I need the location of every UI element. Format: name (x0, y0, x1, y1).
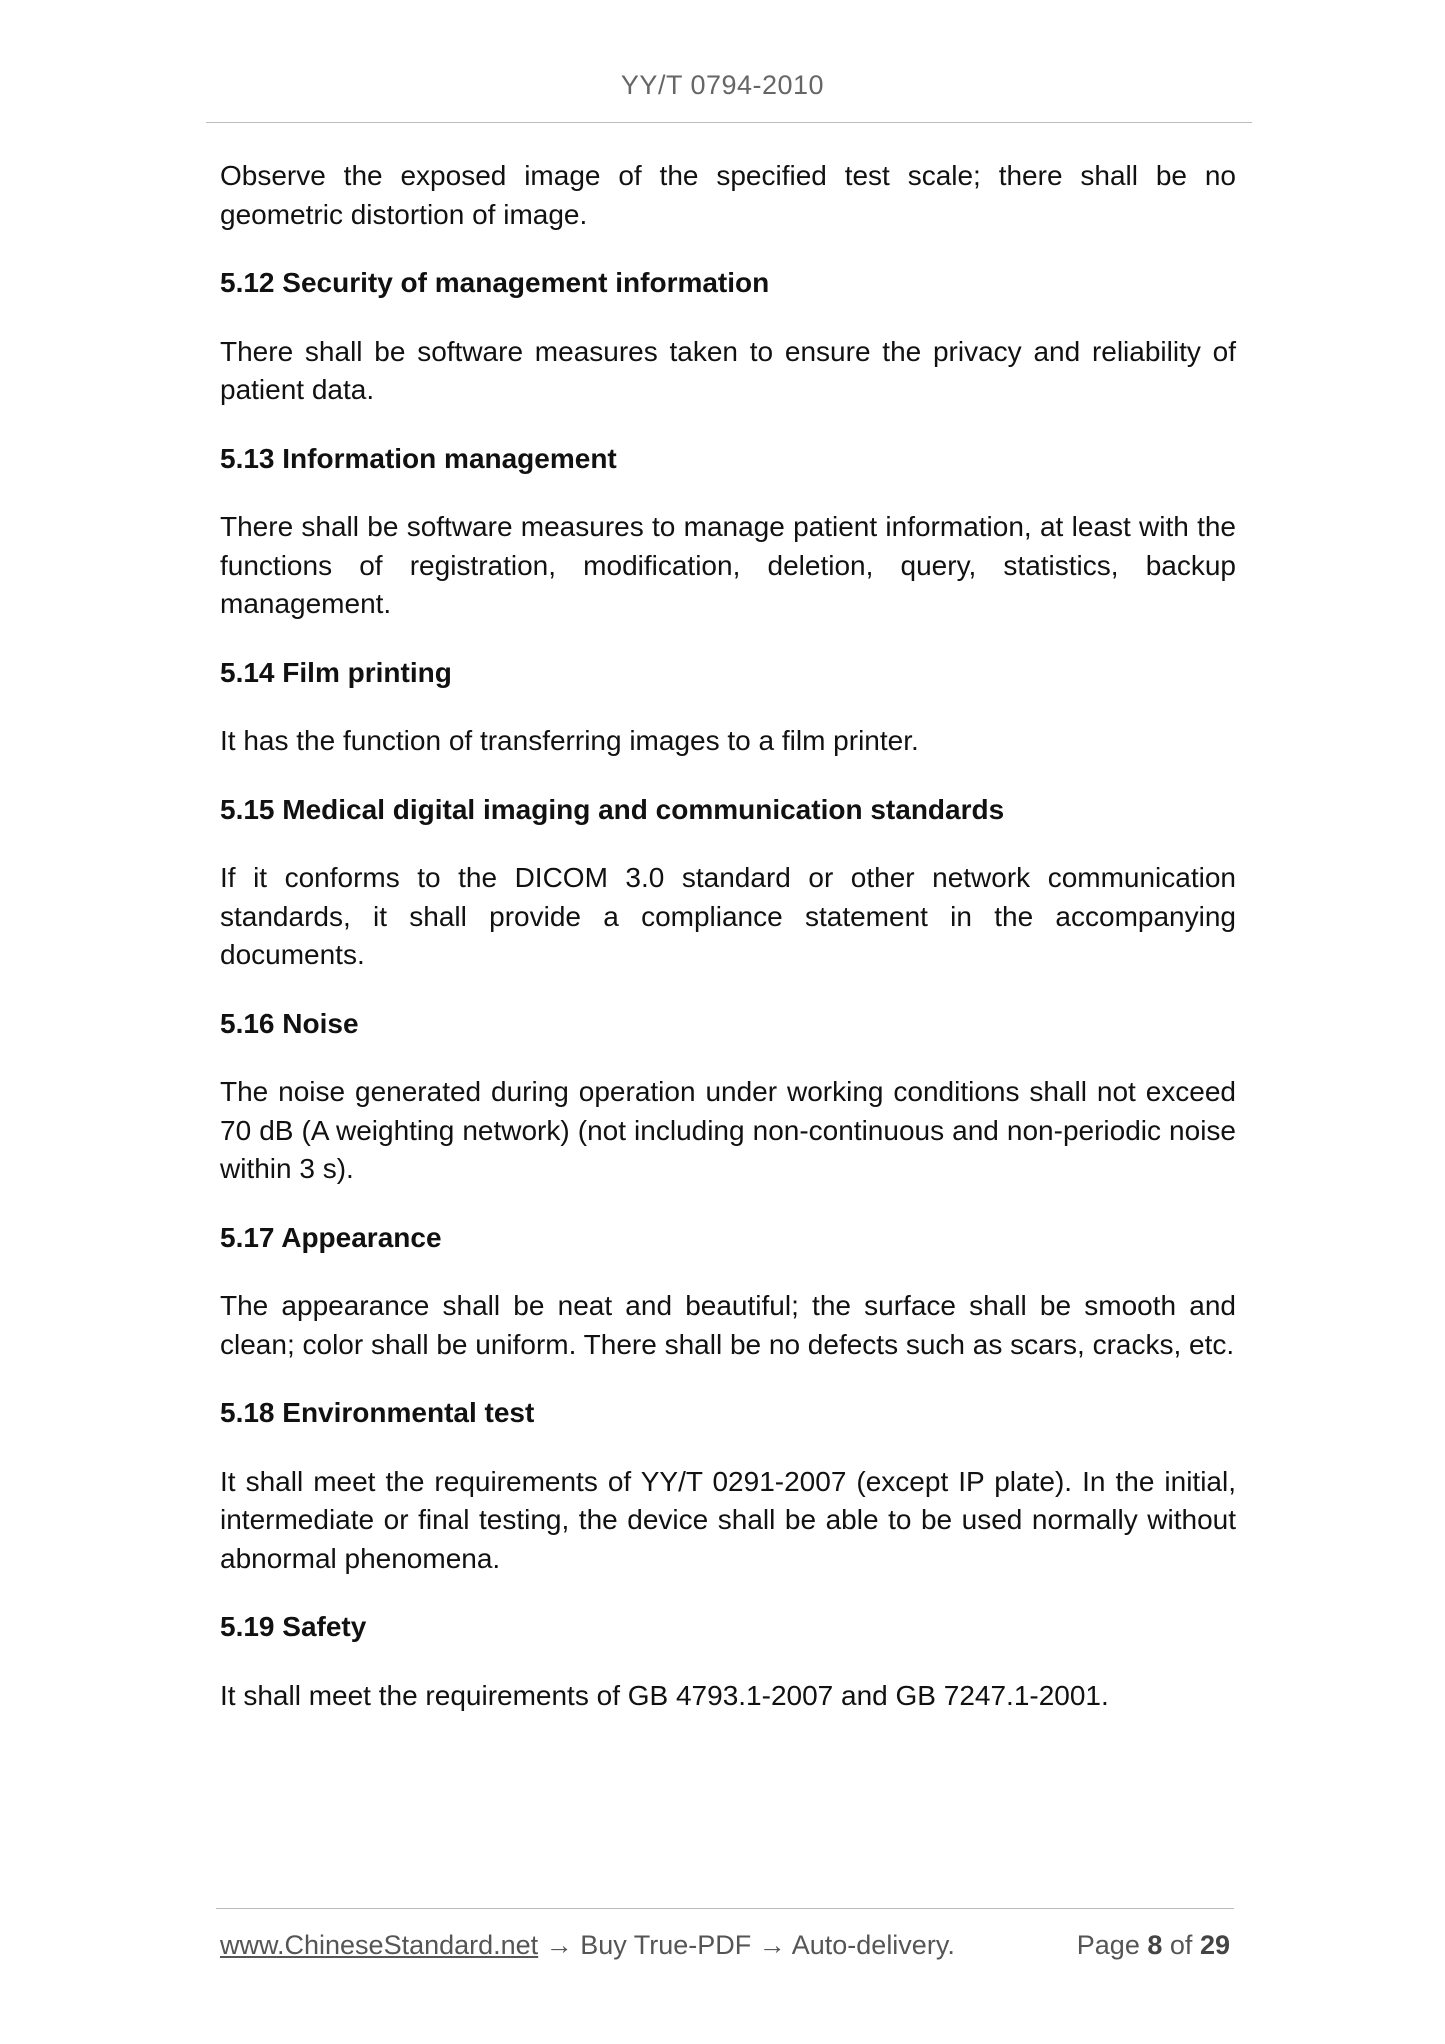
section-5-15 (220, 791, 1236, 975)
section-5-18 (220, 1394, 1236, 1578)
section-paragraph: There shall be software measures to manage patient information, at least with the functions of registration, modification, deletion, query, statistics, backup management. (220, 511, 1236, 619)
section-heading: 5.12 Security of management information (220, 267, 770, 298)
section-paragraph: The appearance shall be neat and beautiful; the surface shall be smooth and clean; color shall be uniform. There shall be no defects such as scars, cracks, etc. (220, 1290, 1236, 1360)
total-pages-number: 29 (1199, 1930, 1230, 1960)
section-heading: 5.19 Safety (220, 1611, 367, 1642)
section-paragraph: It has the function of transferring images to a film printer. (220, 725, 919, 756)
header-divider (206, 122, 1252, 123)
current-page-number: 8 (1147, 1930, 1163, 1960)
section-paragraph: There shall be software measures taken to ensure the privacy and reliability of patient data. (220, 335, 1236, 405)
footer-divider (216, 1908, 1234, 1909)
section-5-17 (220, 1219, 1236, 1365)
section-5-14 (220, 654, 1236, 761)
section-5-19 (220, 1608, 1236, 1715)
section-heading: 5.18 Environmental test (220, 1397, 535, 1428)
section-paragraph: It shall meet the requirements of GB 4793.1-2007 and GB 7247.1-2001. (220, 1679, 1109, 1711)
page-body (220, 157, 1236, 1745)
document-header (0, 70, 1445, 101)
page-word: Page (1076, 1930, 1140, 1960)
page-counter (1077, 1930, 1230, 1961)
intro-paragraph: Observe the exposed image of the specified test scale; there shall be no geometric distortion of image. (220, 160, 1236, 230)
section-5-16 (220, 1005, 1236, 1189)
website-link[interactable]: www.ChineseStandard.net (220, 1930, 539, 1960)
section-heading: 5.17 Appearance (220, 1221, 442, 1253)
document-id: YY/T 0794-2010 (620, 70, 825, 100)
section-5-13 (220, 440, 1236, 624)
section-5-12 (220, 264, 1236, 410)
section-paragraph: The noise generated during operation under working conditions shall not exceed 70 dB (A weighting network) (not including non-continuous and non-periodic noise within 3 s). (220, 1076, 1236, 1184)
section-paragraph: If it conforms to the DICOM 3.0 standard or other network communication standards, it shall provide a compliance statement in the accompanying documents. (220, 862, 1236, 970)
footer-tagline: → Buy True-PDF → Auto-delivery. (538, 1930, 955, 1960)
section-heading: 5.14 Film printing (220, 656, 452, 688)
section-heading: 5.15 Medical digital imaging and communication standards (220, 793, 1005, 825)
section-heading: 5.13 Information management (220, 442, 617, 474)
section-paragraph: It shall meet the requirements of YY/T 0291-2007 (except IP plate). In the initial, intermediate or final testing, the device shall be able to be used normally without abnormal phenomena. (220, 1465, 1236, 1574)
section-heading: 5.16 Noise (220, 1007, 359, 1039)
of-word: of (1169, 1930, 1193, 1960)
footer-promo (220, 1930, 955, 1961)
